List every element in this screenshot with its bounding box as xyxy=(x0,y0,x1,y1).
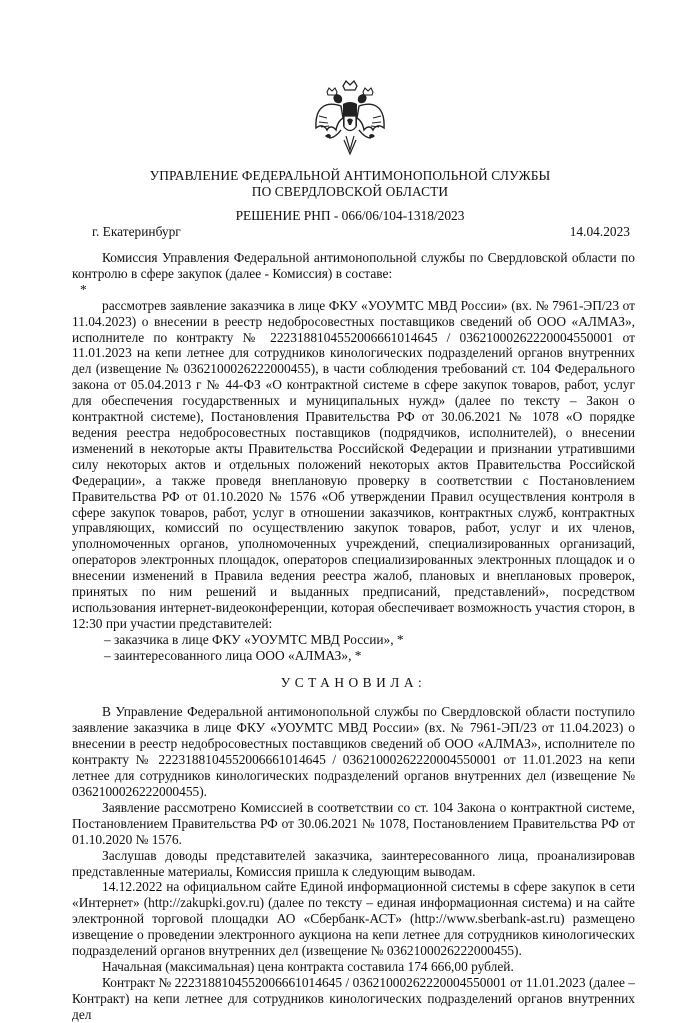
consideration-paragraph: рассмотрев заявление заказчика в лице ФКУ «УОУМТС МВД России» (вх. № 7961-ЭП/23 от 11.04.2023) о внесении в реестр недобросовестных поставщиков сведений об ООО «АЛМАЗ», исполнителе по контракту № 2223188104552006661014645 / 0362100026222000455000​1 от 11.01.2023 на кепи летнее для сотрудников кинологических подразделений органов внутренних дел (извещение № 0362100026222000455), в части соблюдения требований ст. 104 Федерального закона от 05.04.2013 г № 44-ФЗ «О контрактной системе в сфере закупок товаров, работ, услуг для обеспечения государственных и муниципальных нужд» (далее по тексту – Закон о контрактной системе), Постановления Правительства РФ от 30.06.2021 № 1078 «О порядке ведения реестра недобросовестных поставщиков (подрядчиков, исполнителей), о внесении изменений в некоторые акты Правительства Российской Федерации и признании утратившими силу некоторых актов и отдельных положений некоторых актов Правительства Российской Федерации», а также проведя внеплановую проверку в соответствии с Постановлением Правительства РФ от 01.10.2020 № 1576 «Об утверждении Правил осуществления контроля в сфере закупок товаров, работ, услуг в отношении заказчиков, контрактных служб, контрактных управляющих, комиссий по осуществлению закупок товаров, работ, услуг и их членов, уполномоченных органов, уполномоченных учреждений, специализированных организаций, операторов электронных площадок, операторов специализированных электронных площадок и о внесении изменений в Правила ведения реестра жалоб, плановых и внеплановых проверок, принятых по ним решений и выданных предписаний, представлений», посредством использования интернет-видеоконференции, которая обеспечивает возможность участия сторон, в 12:30 при участии представителей: xyxy=(72,297,635,631)
section-heading-established: УСТАНОВИЛА: xyxy=(280,674,427,690)
representative-customer: – заказчика в лице ФКУ «УОУМТС МВД России», * xyxy=(104,631,404,647)
authority-name-line2: ПО СВЕРДЛОВСКОЙ ОБЛАСТИ xyxy=(251,184,449,199)
review-basis-paragraph: Заявление рассмотрено Комиссией в соответствии со ст. 104 Закона о контрактной системе, Постановлением Правительства РФ от 30.06.2021 № 1078, Постановлением Правительства РФ от 01.10.2020 № 1576. xyxy=(72,799,635,847)
document-body xyxy=(72,250,635,1023)
decision-number: РЕШЕНИЕ РНП - 066/06/104-1318/2023 xyxy=(235,208,465,223)
application-paragraph: В Управление Федеральной антимонопольной службы по Свердловской области поступило заявление заказчика в лице ФКУ «УОУМТС МВД России» (вх. № 7961-ЭП/23 от 11.04.2023) о внесении в реестр недобросовестных поставщиков сведений об ООО «АЛМАЗ», исполнителе по контракту № 2223188104552006661014645 / 0362100026222000455000​1 от 11.01.2023 на кепи летнее для сотрудников кинологических подразделений органов внутренних дел (извещение № 0362100026222000455). xyxy=(72,704,635,799)
commission-paragraph: Комиссия Управления Федеральной антимонопольной службы по Свердловской области по контролю в сфере закупок (далее - Комиссия) в составе: xyxy=(72,250,635,281)
price-paragraph: Начальная (максимальная) цена контракта составила 174 666,00 рублей. xyxy=(102,958,514,974)
contract-paragraph: Контракт № 2223188104552006661014645 / 0362100026222000455000​1 от 11.01.2023 (далее – Контракт) на кепи летнее для сотрудников кинологических подразделений органов внутренних дел xyxy=(72,974,635,1022)
notice-paragraph: 14.12.2022 на официальном сайте Единой информационной системы в сфере закупок в сети «Интернет» (http://zakupki.gov.ru) (далее по тексту – единая информационная система) и на сайте электронной торговой площадки АО «Сбербанк-АСТ» (http://www.sberbank-ast.ru) размещено извещение о проведении электронного аукциона на кепи летнее для сотрудников кинологических подразделений органов внутренних дел (извещение № 0362100026222000455). xyxy=(72,879,635,959)
city: г. Екатеринбург xyxy=(92,224,181,239)
redacted-members: * xyxy=(80,281,87,297)
decision-date: 14.04.2023 xyxy=(569,224,630,239)
russian-coat-of-arms-icon xyxy=(313,80,387,162)
authority-name-line1: УПРАВЛЕНИЕ ФЕДЕРАЛЬНОЙ АНТИМОНОПОЛЬНОЙ СЛУЖБЫ xyxy=(149,168,551,183)
representative-interested-party: – заинтересованного лица ООО «АЛМАЗ», * xyxy=(104,647,362,663)
conclusions-paragraph: Заслушав доводы представителей заказчика, заинтересованного лица, проанализировав представленные материалы, Комиссия пришла к следующим выводам. xyxy=(72,847,635,879)
